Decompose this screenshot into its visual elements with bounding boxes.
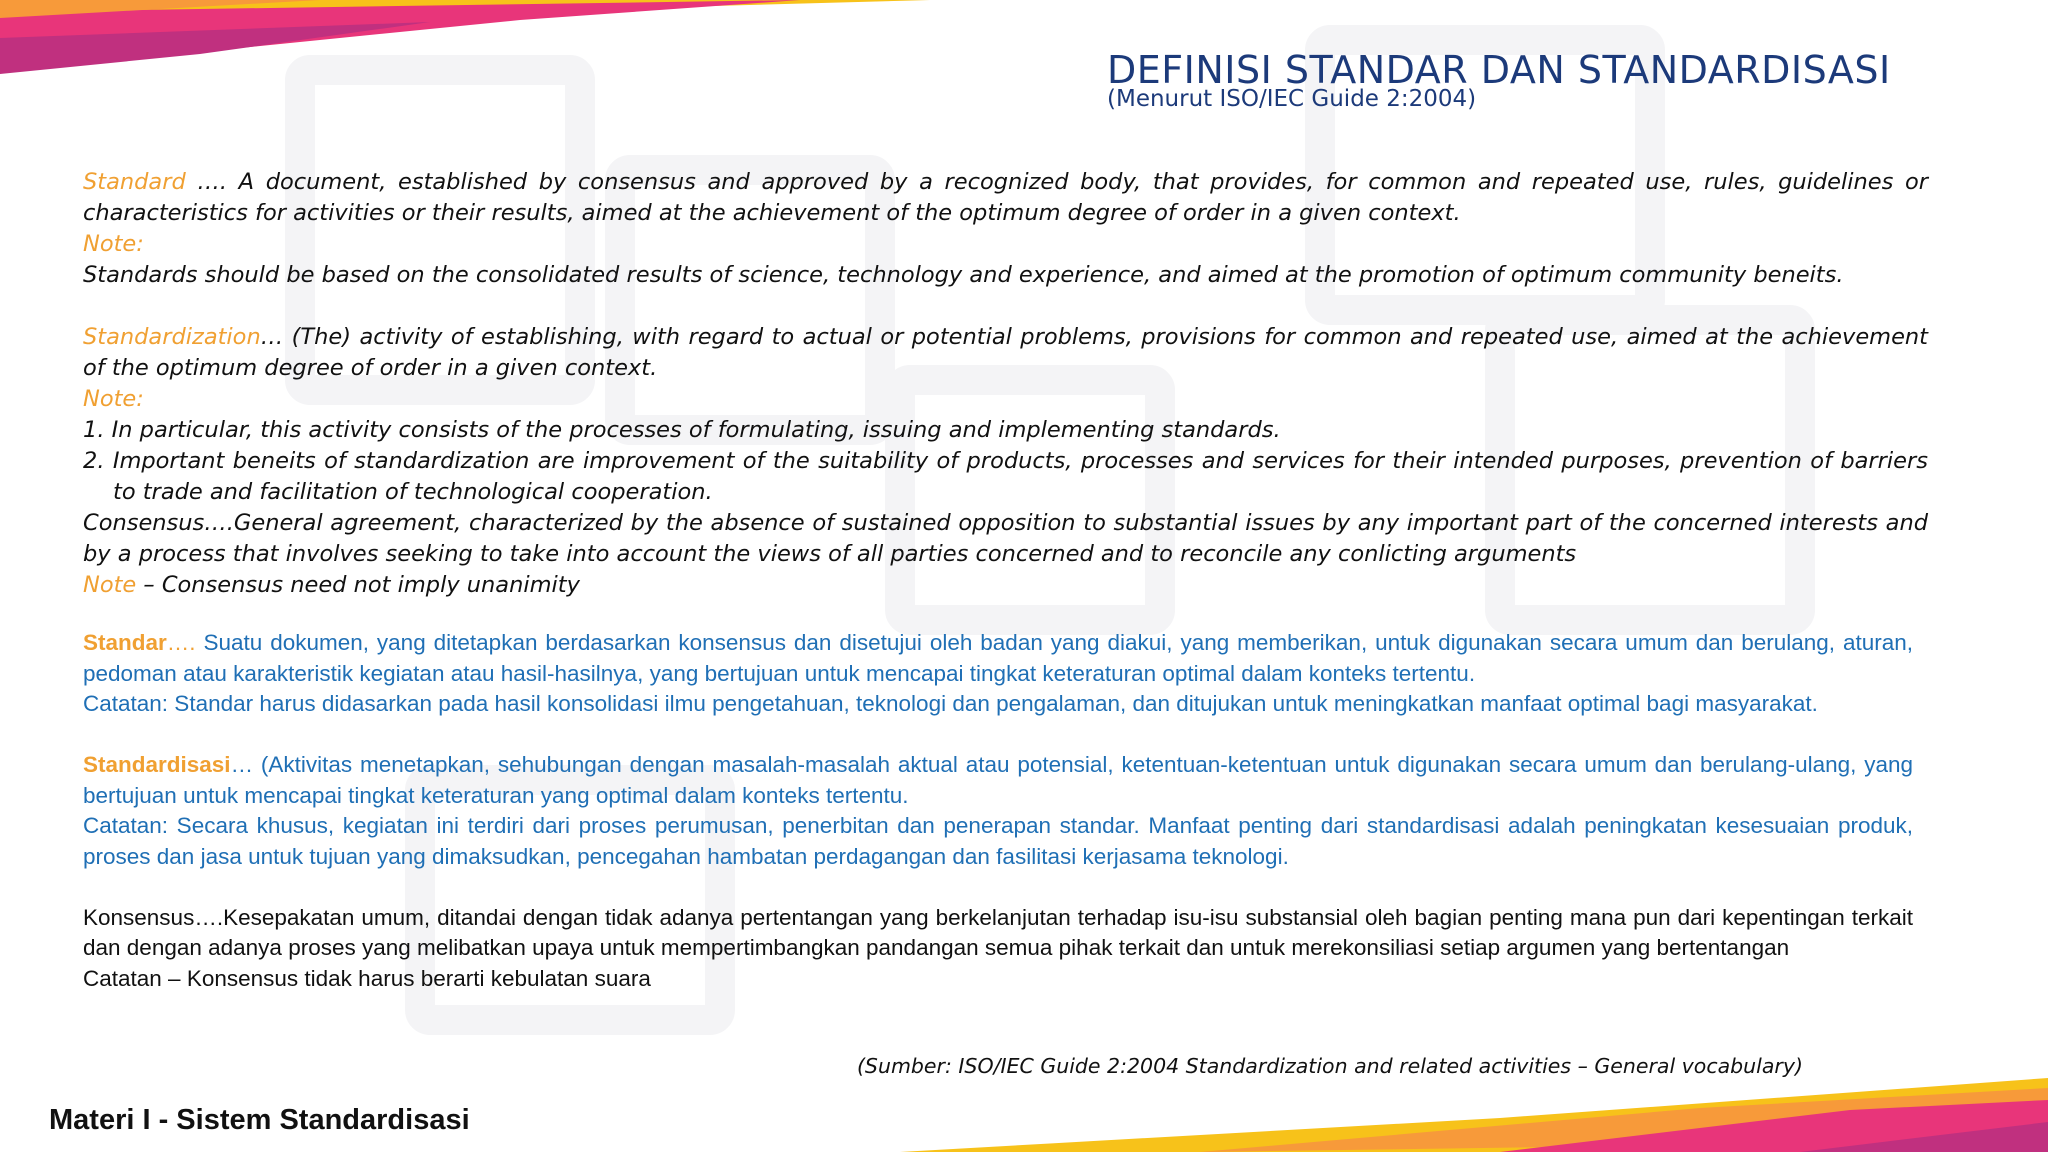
standard-definition	[83, 167, 1928, 229]
note-label: Note	[83, 572, 137, 598]
note-item-2: 2. Important beneits of standardization are improvement of the suitability of products, processes and services for their intended purposes, prevention of barriers to trade and facilitation of technological cooperation.	[83, 448, 1928, 505]
standardisasi-term: Standardisasi	[83, 752, 231, 777]
standar-note: Catatan: Standar harus didasarkan pada hasil konsolidasi ilmu pengetahuan, teknologi dan pengalaman, dan ditujukan untuk meningkatkan manfaat optimal bagi masyarakat.	[83, 691, 1818, 716]
note-item-1: 1. In particular, this activity consists of the processes of formulating, issuing and implementing standards.	[83, 417, 1281, 443]
consensus-note-text: – Consensus need not imply unanimity	[136, 572, 580, 598]
standardisasi-note: Catatan: Secara khusus, kegiatan ini terdiri dari proses perumusan, penerbitan dan penerapan standar. Manfaat penting dari standardisasi adalah peningkatan kesesuaian produk, proses dan jasa untuk tujuan yang dimaksudkan, pencegahan hambatan perdagangan dan fasilitasi kerjasama teknologi.	[83, 813, 1913, 869]
standar-definition	[83, 628, 1913, 689]
source-citation: (Sumber: ISO/IEC Guide 2:2004 Standardization and related activities – General vocabulary)	[856, 1054, 1803, 1078]
note-label: Note:	[83, 386, 144, 412]
standar-definition-text: Suatu dokumen, yang ditetapkan berdasarkan konsensus dan disetujui oleh badan yang diakui, yang memberikan, untuk digunakan secara umum dan berulang, aturan, pedoman atau karakteristik kegiatan atau hasil-hasilnya, yang bertujuan untuk mencapai tingkat keteraturan optimal dalam konteks tertentu.	[83, 630, 1913, 686]
konsensus-definition: Konsensus….Kesepakatan umum, ditandai dengan tidak adanya pertentangan yang berkelanjutan terhadap isu-isu substansial oleh bagian penting mana pun dari kepentingan terkait dan dengan adanya proses yang melibatkan upaya untuk mempertimbangkan pandangan semua pihak terkait dan untuk merekonsiliasi setiap argumen yang bertentangan	[83, 904, 1913, 960]
standardisasi-definition-text: … (Aktivitas menetapkan, sehubungan dengan masalah-masalah aktual atau potensial, ketentuan-ketentuan untuk digunakan secara umum dan berulang-ulang, yang bertujuan untuk mencapai tingkat keteraturan yang optimal dalam konteks tertentu.	[83, 752, 1913, 808]
standar-dots: ….	[166, 630, 196, 655]
title-block	[1107, 48, 2007, 112]
slide-subtitle: (Menurut ISO/IEC Guide 2:2004)	[1107, 86, 1477, 112]
consensus-note	[83, 570, 1928, 601]
standard-note: Standards should be based on the consolidated results of science, technology and experience, and aimed at the promotion of optimum community beneits.	[83, 262, 1844, 288]
consensus-definition: Consensus….General agreement, characterized by the absence of sustained opposition to substantial issues by any important part of the concerned interests and by a process that involves seeking to take into account the views of all parties concerned and to reconcile any conlicting arguments	[83, 510, 1928, 567]
konsensus-note: Catatan – Konsensus tidak harus berarti kebulatan suara	[83, 965, 651, 991]
standardization-definition	[83, 322, 1928, 384]
note-label: Note:	[83, 231, 144, 257]
indonesian-definitions	[83, 628, 1913, 994]
standardization-definition-text: … (The) activity of establishing, with regard to actual or potential problems, provisions for common and repeated use, aimed at the achievement of the optimum degree of order in a given context.	[83, 324, 1928, 381]
standard-definition-text: …. A document, established by consensus and approved by a recognized body, that provides, for common and repeated use, rules, guidelines or characteristics for activities or their results, aimed at the achievement of the optimum degree of order in a given context.	[83, 169, 1928, 226]
standardization-term: Standardization	[83, 324, 261, 350]
slide-title: DEFINISI STANDAR DAN STANDARDISASI	[1107, 48, 1891, 92]
standard-term: Standard	[83, 169, 186, 195]
standardisasi-definition	[83, 750, 1913, 811]
footer-course-title: Materi I - Sistem Standardisasi	[49, 1104, 470, 1136]
standar-term: Standar	[83, 630, 167, 655]
english-definitions	[83, 167, 1928, 601]
